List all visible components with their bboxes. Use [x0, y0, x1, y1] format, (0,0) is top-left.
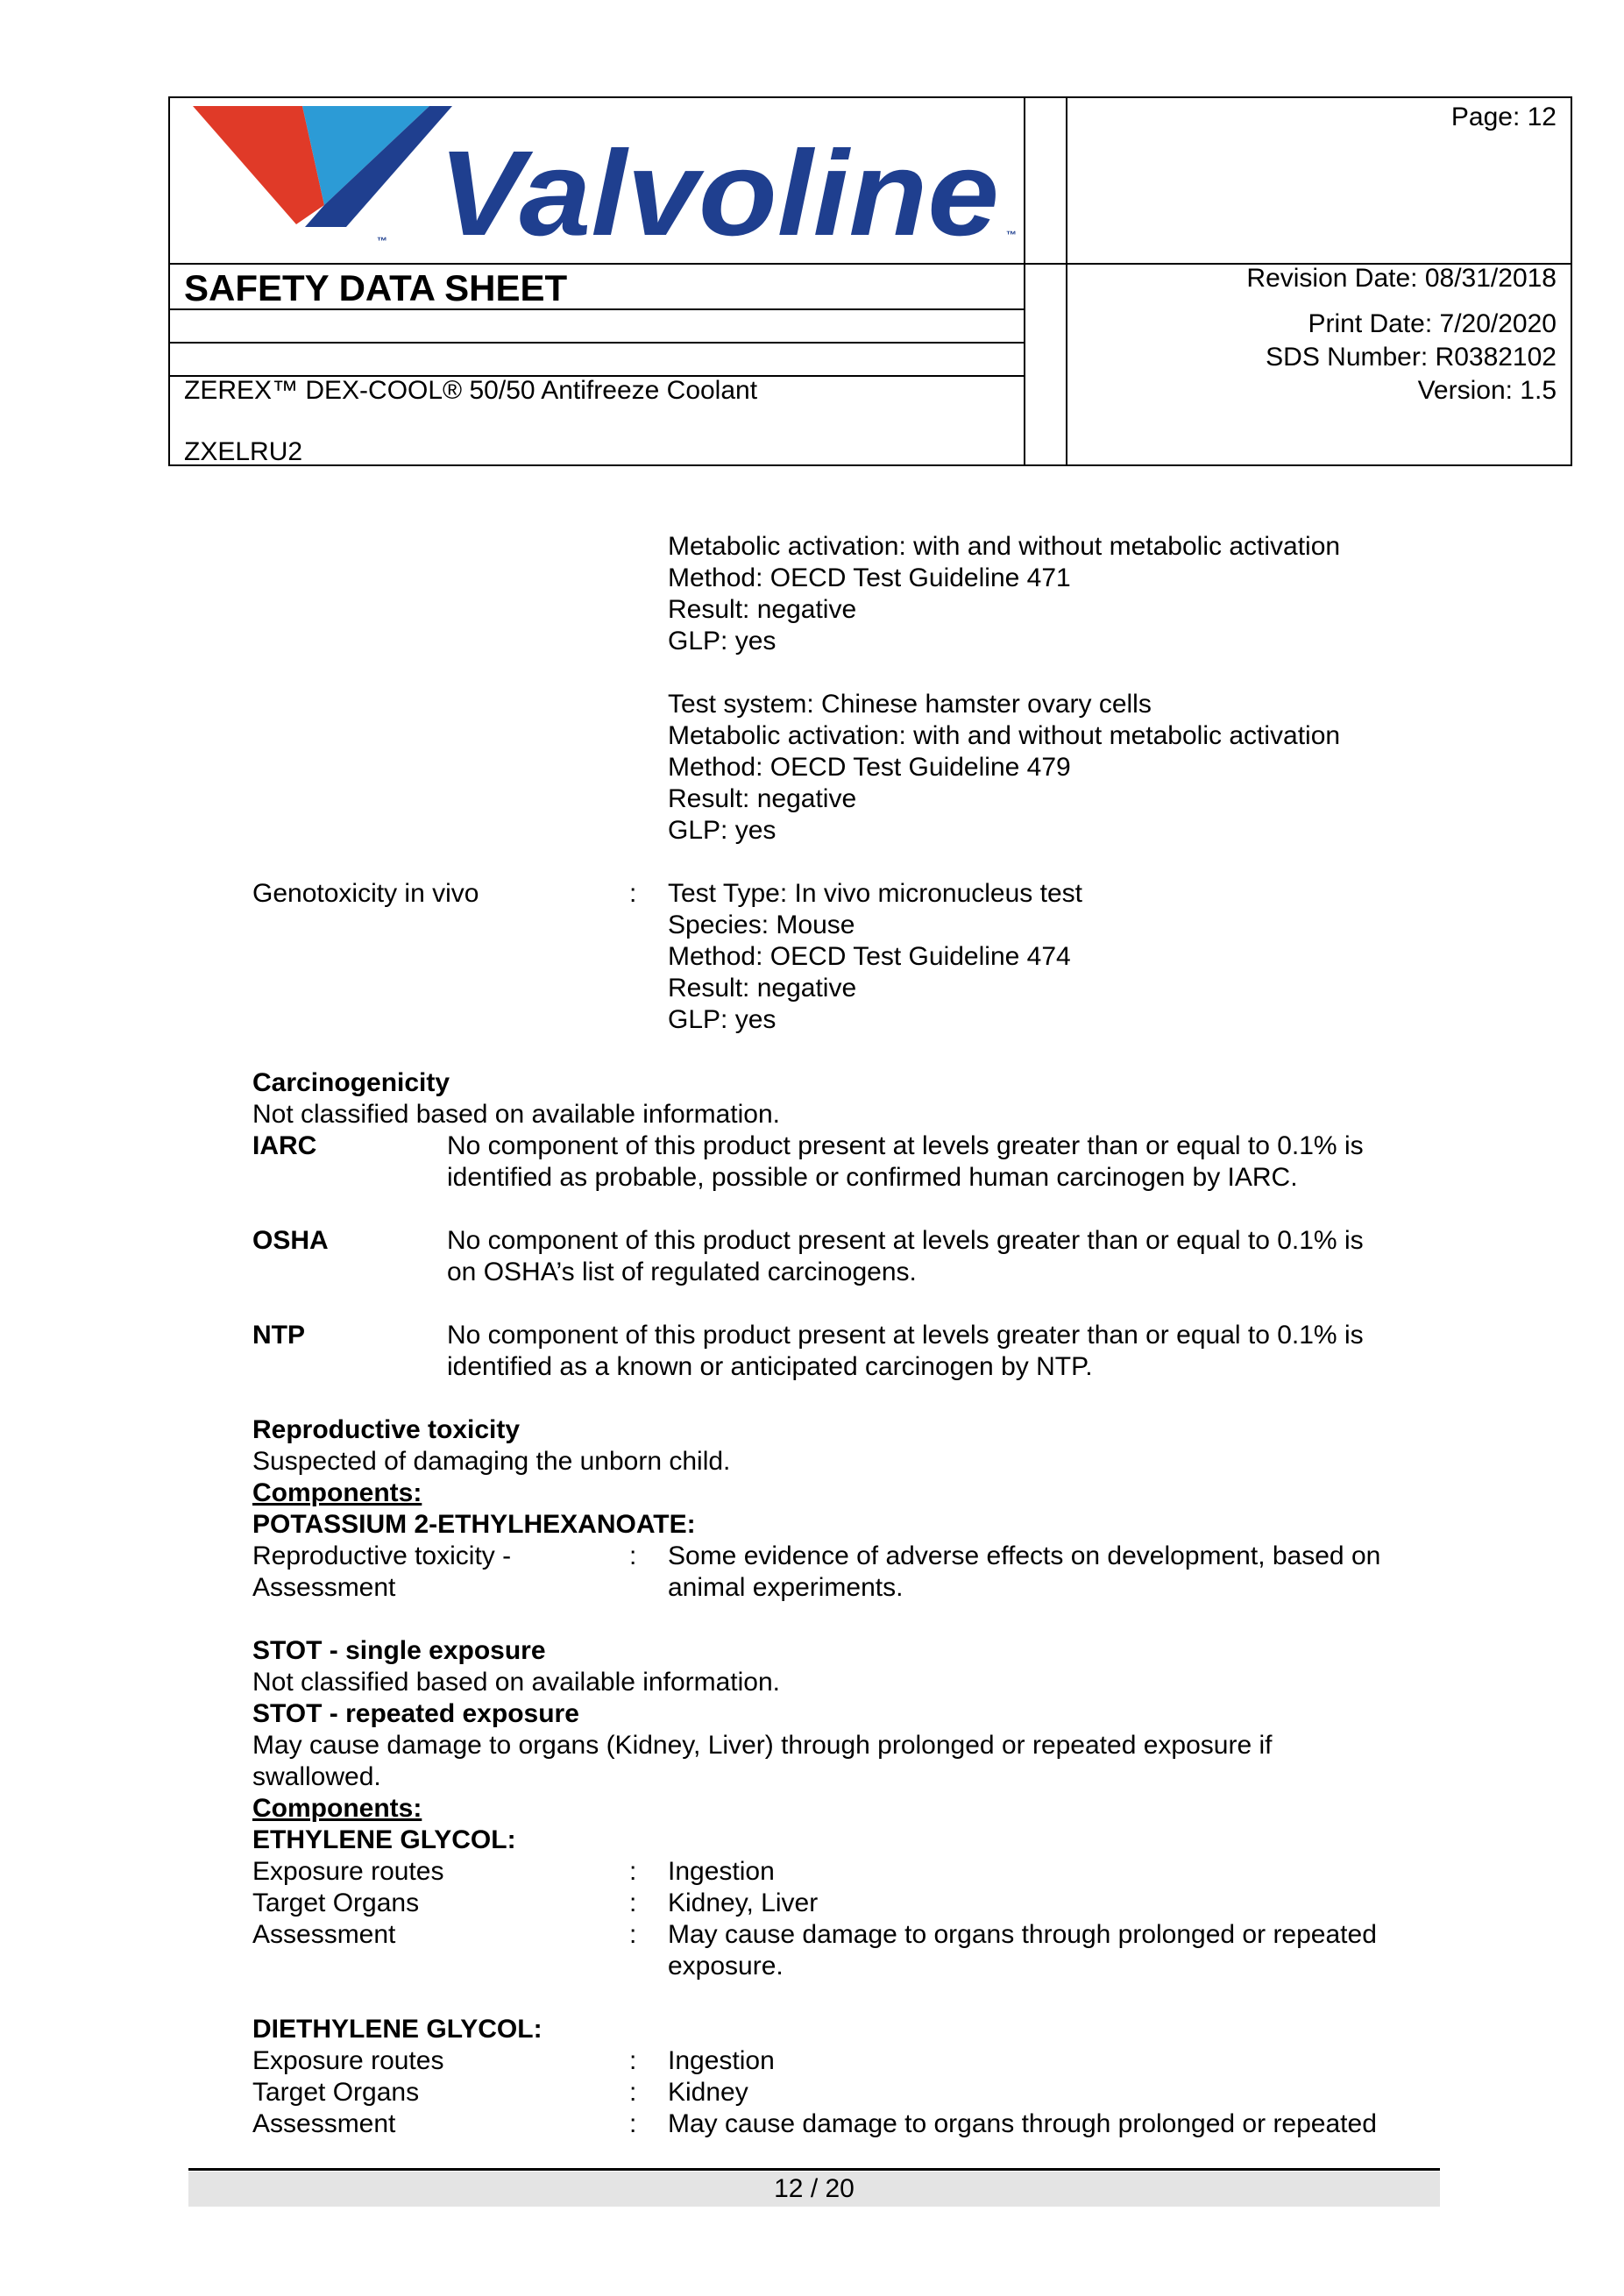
text-line: identified as probable, possible or confirmed human carcinogen by IARC.: [447, 1163, 1298, 1192]
text-line: identified as a known or anticipated carcinogen by NTP.: [447, 1352, 1093, 1381]
text-line: Species: Mouse: [668, 911, 855, 939]
text-line: Suspected of damaging the unborn child.: [252, 1447, 731, 1476]
document-header: [168, 96, 1572, 466]
carcinogenicity-heading: Carcinogenicity: [252, 1068, 450, 1097]
page-counter: 12 / 20: [188, 2172, 1440, 2207]
osha-label: OSHA: [252, 1226, 329, 1255]
row-label: Assessment: [252, 1573, 396, 1602]
iarc-label: IARC: [252, 1131, 317, 1160]
row-label: Assessment: [252, 1920, 396, 1949]
text-line: swallowed.: [252, 1762, 381, 1791]
colon: :: [629, 2046, 637, 2075]
header-rule: [170, 263, 1024, 265]
text-line: Metabolic activation: with and without metabolic activation: [668, 532, 1341, 561]
row-label: Exposure routes: [252, 1857, 444, 1886]
revision-date: Revision Date: 08/31/2018: [1246, 264, 1557, 293]
component-heading: POTASSIUM 2-ETHYLHEXANOATE:: [252, 1510, 696, 1539]
text-line: Some evidence of adverse effects on development, based on: [668, 1541, 1381, 1570]
sds-number: SDS Number: R0382102: [1266, 343, 1557, 372]
footer-rule: [188, 2168, 1440, 2171]
colon: :: [629, 2109, 637, 2138]
text-line: Result: negative: [668, 595, 857, 624]
print-date: Print Date: 7/20/2020: [1308, 309, 1557, 338]
colon: :: [629, 1857, 637, 1886]
text-line: Result: negative: [668, 784, 857, 813]
text-line: Metabolic activation: with and without metabolic activation: [668, 721, 1341, 750]
text-line: GLP: yes: [668, 816, 777, 845]
component-heading: DIETHYLENE GLYCOL:: [252, 2015, 543, 2044]
reproductive-toxicity-heading: Reproductive toxicity: [252, 1415, 521, 1444]
colon: :: [629, 1889, 637, 1917]
text-line: on OSHA’s list of regulated carcinogens.: [447, 1258, 917, 1286]
row-value: Ingestion: [668, 1857, 775, 1886]
header-divider: [1066, 98, 1067, 464]
row-label: Target Organs: [252, 1889, 420, 1917]
colon: :: [629, 2078, 637, 2107]
version: Version: 1.5: [1417, 376, 1557, 405]
text-line: No component of this product present at levels greater than or equal to 0.1% is: [447, 1131, 1364, 1160]
stot-repeated-heading: STOT - repeated exposure: [252, 1699, 579, 1728]
text-line: No component of this product present at levels greater than or equal to 0.1% is: [447, 1321, 1364, 1350]
row-label: Reproductive toxicity -: [252, 1541, 512, 1570]
valvoline-logo: [193, 102, 1034, 251]
header-rule: [170, 308, 1024, 310]
document-type: SAFETY DATA SHEET: [184, 267, 568, 308]
row-label: Assessment: [252, 2109, 396, 2138]
text-line: GLP: yes: [668, 627, 777, 655]
text-line: May cause damage to organs (Kidney, Liver) through prolonged or repeated exposure if: [252, 1731, 1273, 1760]
text-line: Test Type: In vivo micronucleus test: [668, 879, 1082, 908]
colon: :: [629, 1920, 637, 1949]
row-value: exposure.: [668, 1952, 784, 1981]
text-line: GLP: yes: [668, 1005, 777, 1034]
valvoline-v-icon: [193, 102, 1034, 251]
row-value: May cause damage to organs through prolonged or repeated: [668, 1920, 1377, 1949]
text-line: Test system: Chinese hamster ovary cells: [668, 690, 1152, 719]
text-line: Method: OECD Test Guideline 471: [668, 563, 1071, 592]
header-rule: [170, 342, 1024, 344]
logo-trademark: ™: [1006, 229, 1017, 241]
logo-wordmark: Valvoline: [438, 126, 999, 251]
genotoxicity-label: Genotoxicity in vivo: [252, 879, 479, 908]
ntp-label: NTP: [252, 1321, 305, 1350]
product-code: ZXELRU2: [184, 437, 303, 466]
colon: :: [629, 879, 637, 908]
components-label: Components:: [252, 1794, 422, 1823]
text-line: Result: negative: [668, 974, 857, 1003]
text-line: animal experiments.: [668, 1573, 904, 1602]
logo-trademark: ™: [377, 235, 387, 247]
row-value: Kidney: [668, 2078, 748, 2107]
text-line: Not classified based on available information.: [252, 1100, 781, 1129]
text-line: Not classified based on available information.: [252, 1668, 781, 1697]
text-line: Method: OECD Test Guideline 474: [668, 942, 1071, 971]
row-value: May cause damage to organs through prolonged or repeated: [668, 2109, 1377, 2138]
text-line: Method: OECD Test Guideline 479: [668, 753, 1071, 782]
colon: :: [629, 1541, 637, 1570]
row-value: Kidney, Liver: [668, 1889, 819, 1917]
component-heading: ETHYLENE GLYCOL:: [252, 1825, 516, 1854]
product-name: ZEREX™ DEX-COOL® 50/50 Antifreeze Coolant: [184, 376, 758, 405]
stot-single-heading: STOT - single exposure: [252, 1636, 546, 1665]
components-label: Components:: [252, 1478, 422, 1507]
row-value: Ingestion: [668, 2046, 775, 2075]
row-label: Exposure routes: [252, 2046, 444, 2075]
row-label: Target Organs: [252, 2078, 420, 2107]
text-line: No component of this product present at levels greater than or equal to 0.1% is: [447, 1226, 1364, 1255]
page-number: Page: 12: [1450, 103, 1557, 131]
